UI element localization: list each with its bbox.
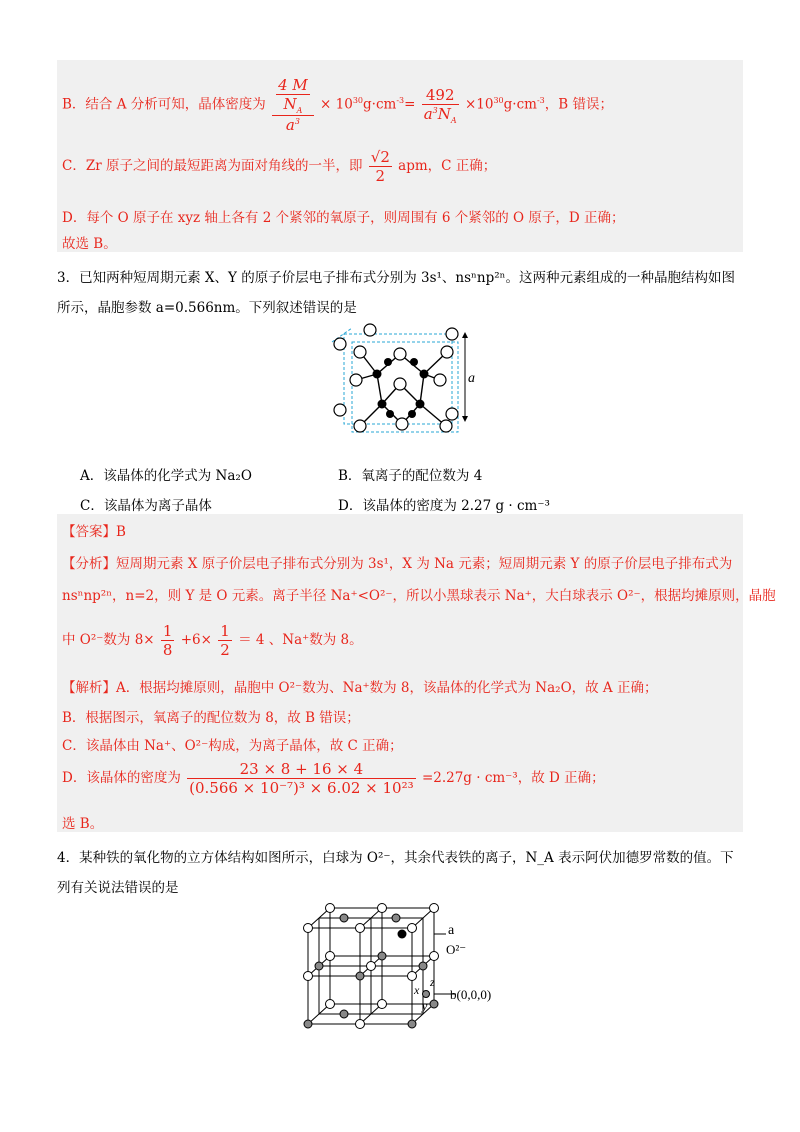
svg-text:O²⁻: O²⁻ — [446, 942, 467, 957]
q4-cube-figure — [296, 898, 506, 1034]
q3-option-a[interactable]: A．该晶体的化学式为 Na₂O — [80, 468, 252, 484]
analysis-line1: 【分析】短周期元素 X 原子价层电子排布式分别为 3s¹，X 为 Na 元素；短周期元素 Y 的原子价层电子排布式为 — [62, 556, 733, 572]
prev-analysis-block — [57, 60, 743, 252]
density-fraction-2: $\frac{492}{a^3N_A}$ — [423, 85, 457, 125]
svg-text:a: a — [448, 923, 455, 938]
q3-crystal-figure — [322, 318, 478, 442]
q3-option-b[interactable]: B．氧离子的配位数为 4 — [338, 468, 483, 484]
q3-option-c[interactable]: C．该晶体为离子晶体 — [80, 498, 212, 514]
marked-ion-a — [398, 930, 407, 939]
q3-line2: 所示，晶胞参数 a=0.566nm。下列叙述错误的是 — [57, 300, 357, 316]
svg-text:b(0,0,0): b(0,0,0) — [450, 987, 492, 1002]
q3-option-d[interactable]: D．该晶体的密度为 2.27 g · cm⁻³ — [338, 498, 550, 514]
line-b: B．结合 A 分析可知，晶体密度为 $\frac{\frac{4 M}{N_A}}{a^3}$ × $10^{30}g\cdot cm^{-3}=$ $\frac{492}{a^3N_A}$ $\times 10^{30}g\cdot cm^{-3}$，B 错误； — [62, 76, 613, 134]
conclusion: 故选 B。 — [62, 236, 117, 252]
jiexi-c: C．该晶体由 Na⁺、O²⁻构成，为离子晶体，故 C 正确； — [62, 738, 403, 754]
svg-text:y: y — [422, 999, 428, 1013]
analysis-line3: 中 O²⁻数为 8× $\frac{1}{8}$ +6× $\frac{1}{2}$ ＝ 4 、Na⁺数为 8。 — [62, 622, 363, 659]
fig-label-a: a — [468, 371, 475, 386]
analysis-line2: nsⁿnp²ⁿ，n=2，则 Y 是 O 元素。离子半径 Na⁺<O²⁻，所以小黑球表示 Na⁺，大白球表示 O²⁻，根据均摊原则，晶胞 — [62, 588, 776, 604]
line-d: D．每个 O 原子在 xyz 轴上各有 2 个紧邻的氧原子，则周围有 6 个紧邻的 O 原子，D 正确； — [62, 210, 625, 226]
density-fraction-1: $\frac{\frac{4 M}{N_A}}{a^3}$ — [272, 76, 314, 134]
svg-text:x: x — [414, 983, 420, 997]
jiexi-d: D．该晶体的密度为 $\frac{23 \times 8 + 16 \times 4}{\text{(0.566 × 10⁻⁷)³ × 6.02 × 10²³}}$ =2.27g · cm⁻³，故 D 正确； — [62, 760, 605, 797]
density-calc-fraction: $\frac{23 \times 8 + 16 \times 4}{\text{(0.566 × 10⁻⁷)³ × 6.02 × 10²³}}$ — [189, 760, 414, 797]
q3-conclusion: 选 B。 — [62, 816, 104, 832]
q4-line2: 列有关说法错误的是 — [57, 880, 179, 896]
sqrt2-fraction: $\frac{√2}{2}$ — [370, 148, 390, 185]
q3-answer-block — [57, 514, 776, 832]
answer: 【答案】B — [62, 524, 126, 540]
jiexi-line: 【解析】A．根据均摊原则，晶胞中 O²⁻数为、Na⁺数为 8，该晶体的化学式为 Na₂O，故 A 正确； — [62, 680, 658, 696]
q3-line1: 3．已知两种短周期元素 X、Y 的原子价层电子排布式分别为 3s¹、nsⁿnp²ⁿ。这两种元素组成的一种晶胞结构如图 — [57, 270, 735, 286]
svg-text:z: z — [430, 975, 435, 989]
jiexi-b: B．根据图示，氧离子的配位数为 8，故 B 错误； — [62, 710, 360, 726]
line-c: C．Zr 原子之间的最短距离为面对角线的一半，即 $\frac{√2}{2}$ apm，C 正确； — [62, 148, 497, 185]
q4-line1: 4．某种铁的氧化物的立方体结构如图所示，白球为 O²⁻，其余代表铁的离子，N_A 表示阿伏加德罗常数的值。下 — [57, 850, 734, 866]
